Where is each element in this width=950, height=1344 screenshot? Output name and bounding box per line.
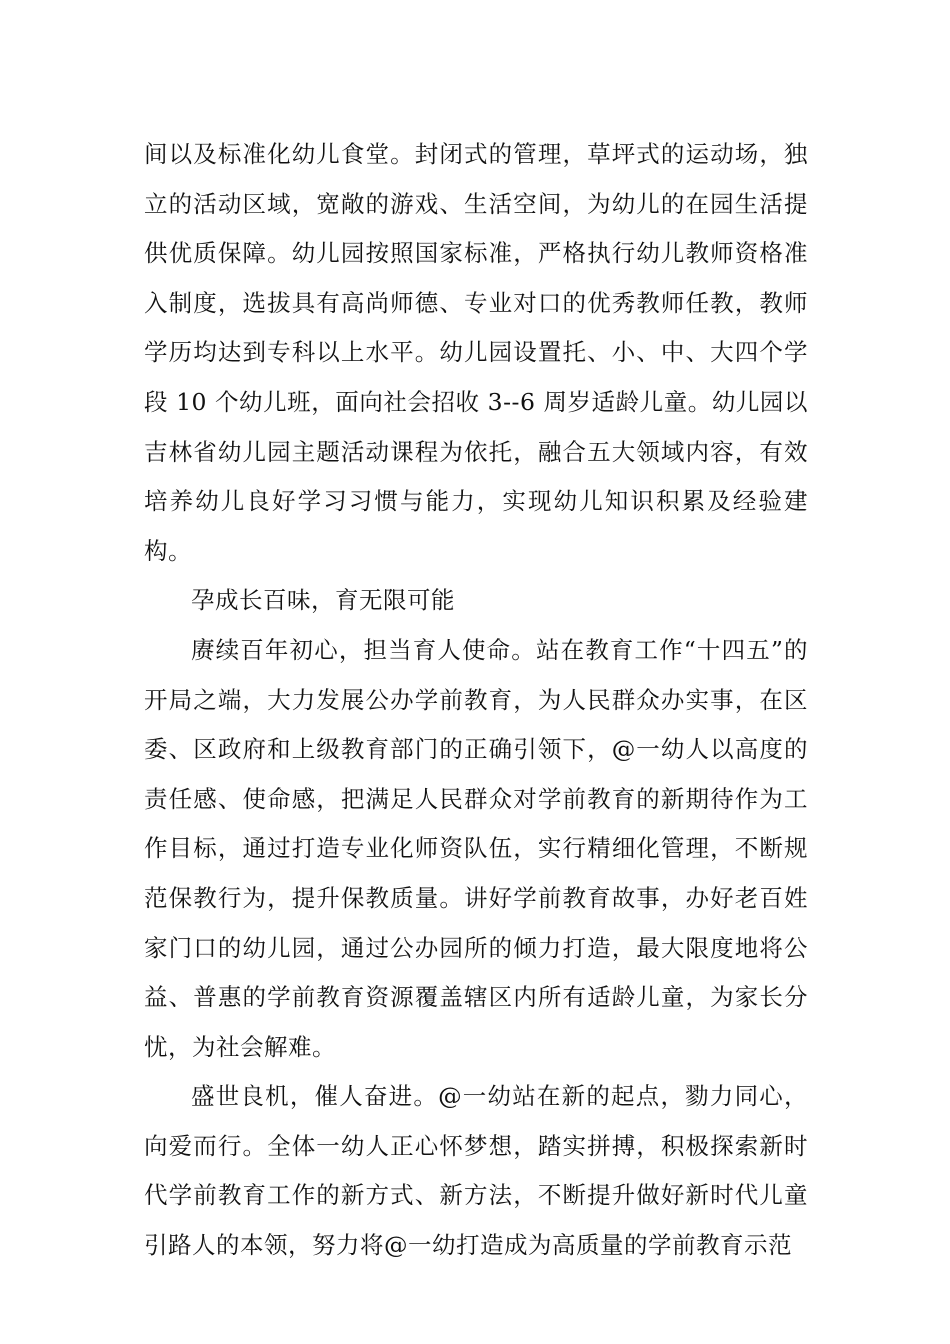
- document-body: [144, 130, 808, 1271]
- paragraph-mission: 赓续百年初心，担当育人使命。站在教育工作“十四五”的开局之端，大力发展公办学前教育，为人民群众办实事，在区委、区政府和上级教育部门的正确引领下，@一幼人以高度的责任感、使命感，把满足人民群众对学前教育的新期待作为工作目标，通过打造专业化师资队伍，实行精细化管理，不断规范保教行为，提升保教质量。讲好学前教育故事，办好老百姓家门口的幼儿园，通过公办园所的倾力打造，最大限度地将公益、普惠的学前教育资源覆盖辖区内所有适龄儿童，为家长分忧，为社会解难。: [144, 635, 808, 1061]
- paragraph-outlook: 盛世良机，催人奋进。@一幼站在新的起点，勠力同心，向爱而行。全体一幼人正心怀梦想，踏实拼搏，积极探索新时代学前教育工作的新方式、新方法，不断提升做好新时代儿童引路人的本领，努力将@一幼打造成为高质量的学前教育示范: [144, 1082, 808, 1260]
- paragraph-facilities: 间以及标准化幼儿食堂。封闭式的管理，草坪式的运动场，独立的活动区域，宽敞的游戏、生活空间，为幼儿的在园生活提供优质保障。幼儿园按照国家标准，严格执行幼儿教师资格准入制度，选拔具有高尚师德、专业对口的优秀教师任教，教师学历均达到专科以上水平。幼儿园设置托、小、中、大四个学段 10 个幼儿班，面向社会招收 3--6 周岁适龄儿童。幼儿园以吉林省幼儿园主题活动课程为依托，融合五大领域内容，有效培养幼儿良好学习习惯与能力，实现幼儿知识积累及经验建构。: [144, 140, 808, 565]
- section-heading: 孕成长百味，育无限可能: [191, 586, 455, 615]
